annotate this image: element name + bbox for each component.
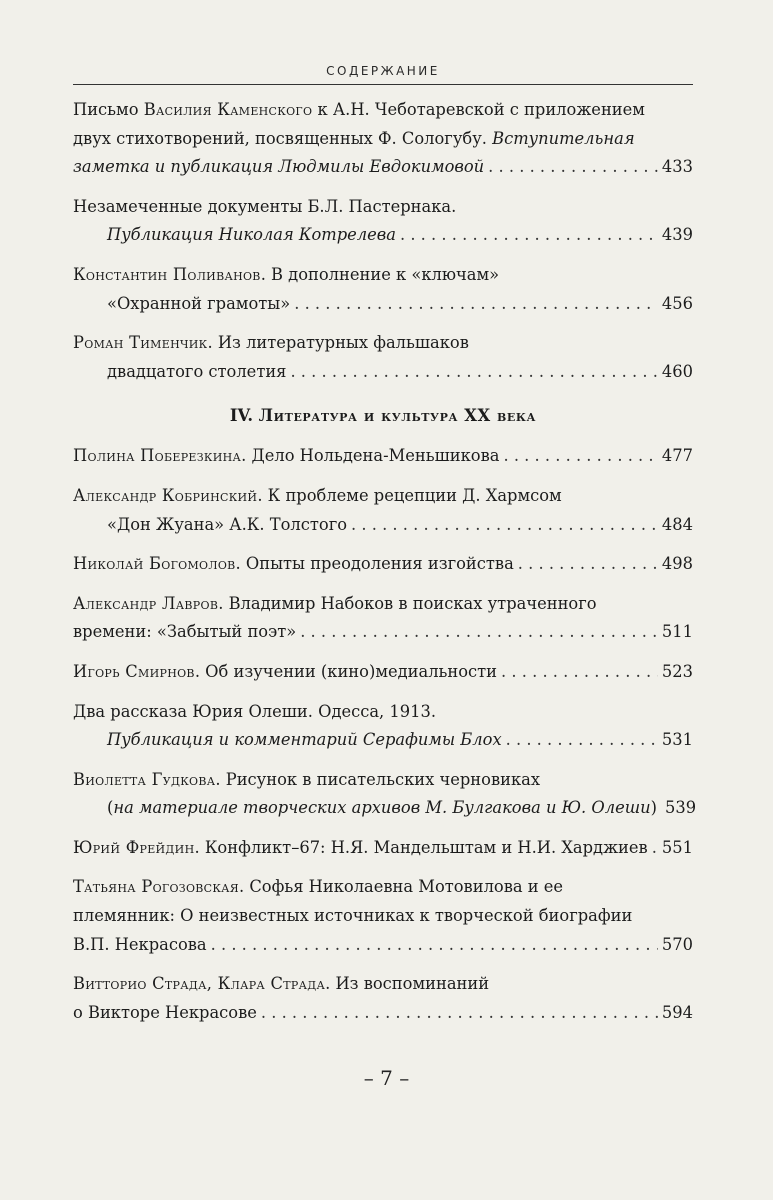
dot-leader [261, 999, 658, 1028]
toc-entry-last-line [73, 358, 693, 387]
toc-entry[interactable] [73, 193, 693, 250]
entry-text: Публикация и комментарий Серафимы Блох [107, 730, 502, 750]
entry-text: о Викторе Некрасове [73, 1002, 257, 1022]
page-ref: 523 [661, 661, 693, 681]
entry-text: Вступительная [492, 128, 635, 148]
author-name: Татьяна Рогозовская [73, 877, 239, 897]
entry-text: к А.Н. Чеботаревской с приложением [312, 100, 645, 119]
entry-text: Письмо [73, 100, 144, 119]
page-ref: 433 [661, 157, 693, 177]
toc-entry[interactable] [73, 658, 693, 687]
page-ref: 531 [661, 730, 693, 750]
author-name: Виолетта Гудкова [73, 769, 216, 789]
page-ref: 498 [661, 554, 693, 574]
entry-text: на материале творческих архивов М. Булгакова и Ю. Олеши [113, 798, 651, 818]
entry-text: . К проблеме рецепции Д. Хармсом [257, 485, 562, 505]
author-name: Александр Лавров [73, 593, 219, 613]
dot-leader [501, 658, 658, 687]
toc-group-continued [73, 96, 693, 386]
toc-entry[interactable] [73, 590, 693, 647]
author-name: Василия Каменского [143, 100, 313, 119]
page-number: – 7 – [363, 1066, 410, 1090]
entry-text: ) [650, 798, 658, 818]
entry-text: Публикация Николая Котрелева [107, 225, 396, 245]
dot-leader [488, 153, 658, 182]
header-rule [73, 84, 693, 85]
toc-entry-last-line [73, 511, 693, 540]
running-header: СОДЕРЖАНИЕ [326, 64, 440, 78]
entry-text: . Дело Нольдена-Меньшикова [241, 446, 500, 466]
toc-entry[interactable] [73, 329, 693, 386]
entry-title [107, 511, 347, 540]
entry-text: Незамеченные документы Б.Л. Пастернака. [73, 196, 457, 216]
dot-leader [290, 358, 657, 387]
author-name: Александр Кобринский [73, 485, 258, 505]
entry-text: . Рисунок в писательских черновиках [215, 769, 541, 789]
page-ref: 539 [665, 798, 697, 818]
entry-text: двадцатого столетия [107, 361, 287, 381]
entry-title [107, 221, 396, 250]
entry-text: . Из воспоминаний [325, 974, 490, 994]
page-ref: 551 [661, 837, 693, 857]
entry-text: . Из литературных фальшаков [207, 333, 469, 353]
dot-leader [503, 442, 657, 471]
toc-entry[interactable] [73, 970, 693, 1027]
author-name: Игорь Смирнов [73, 661, 195, 681]
entry-text: времени: «Забытый поэт» [73, 622, 297, 642]
entry-title [107, 794, 657, 823]
entry-title [73, 618, 296, 647]
author-name: Николай Богомолов [73, 554, 236, 574]
toc-entry[interactable] [73, 442, 693, 471]
entry-text: . Об изучении (кино)медиальности [194, 661, 498, 681]
toc-entry-last-line [73, 931, 693, 960]
toc-entry-line [73, 261, 693, 290]
dot-leader [351, 511, 658, 540]
dot-leader [518, 550, 658, 579]
entry-text: В.П. Некрасова [73, 934, 207, 954]
toc-entry-last-line [73, 153, 693, 182]
page-ref: 456 [661, 293, 693, 313]
toc-entry-last-line [73, 834, 693, 863]
toc-entry[interactable] [73, 96, 693, 182]
entry-text: . Опыты преодоления изгойства [235, 554, 514, 574]
author-name: Юрий Фрейдин [73, 837, 195, 857]
page-ref: 570 [661, 934, 693, 954]
toc-entry[interactable] [73, 766, 697, 823]
page-ref: 439 [661, 225, 693, 245]
toc-entry-last-line [73, 726, 693, 755]
section-numeral: IV. [229, 406, 253, 426]
dot-leader [400, 221, 658, 250]
entry-text: . Софья Николаевна Мотовилова и ее [239, 877, 564, 897]
entry-text: . В дополнение к «ключам» [260, 264, 500, 284]
dot-leader [300, 618, 658, 647]
dot-leader [211, 931, 658, 960]
entry-text: Два рассказа Юрия Олеши. Одесса, 1913. [73, 701, 437, 721]
entry-title [73, 550, 514, 579]
toc-entry-last-line [73, 794, 697, 823]
entry-text: двух стихотворений, посвященных Ф. Сологубу. [73, 128, 493, 148]
section-heading [73, 402, 693, 430]
dot-leader [652, 834, 658, 863]
entry-text: заметка и публикация Людмилы Евдокимовой [73, 157, 485, 177]
toc-entry[interactable] [73, 550, 693, 579]
author-name: Полина Поберезкина [73, 446, 242, 466]
page-ref: 477 [661, 446, 693, 466]
toc-entry[interactable] [73, 834, 693, 863]
toc-entry-last-line [73, 290, 693, 319]
section-title: Литература и культура XX века [258, 406, 537, 426]
table-of-contents [73, 96, 697, 1038]
dot-leader [506, 726, 658, 755]
entry-text: племянник: О неизвестных источниках к творческой биографии [73, 906, 633, 926]
entry-title [73, 153, 484, 182]
toc-entry-line [73, 902, 693, 931]
page-ref: 460 [661, 361, 693, 381]
toc-entry-line [73, 96, 693, 125]
toc-entry-line [73, 590, 693, 619]
toc-entry-last-line [73, 221, 693, 250]
toc-entry-last-line [73, 442, 693, 471]
toc-entry[interactable] [73, 873, 693, 959]
author-name: Константин Поливанов [73, 264, 261, 284]
entry-text: «Дон Жуана» А.К. Толстого [107, 514, 348, 534]
toc-entry-last-line [73, 658, 693, 687]
entry-text: ( [107, 798, 114, 818]
toc-entry[interactable] [73, 482, 693, 539]
toc-group-section-iv [73, 442, 697, 1027]
toc-entry-line [73, 766, 693, 795]
toc-entry[interactable] [73, 698, 693, 755]
entry-text: . Конфликт–67: Н.Я. Мандельштам и Н.И. Харджиев [194, 837, 648, 857]
entry-title [73, 834, 648, 863]
toc-entry[interactable] [73, 261, 693, 318]
toc-entry-line [73, 329, 693, 358]
page-ref: 511 [661, 622, 693, 642]
toc-entry-line [73, 193, 693, 222]
author-name: Витторио Страда, Клара Страда [73, 974, 326, 994]
entry-title [107, 358, 286, 387]
toc-entry-line [73, 970, 693, 999]
entry-text: «Охранной грамоты» [107, 293, 291, 313]
entry-title [107, 726, 502, 755]
page-ref: 484 [661, 514, 693, 534]
entry-title [73, 658, 497, 687]
entry-title [73, 442, 499, 471]
toc-entry-last-line [73, 999, 693, 1028]
toc-entry-line [73, 482, 693, 511]
entry-title [73, 999, 257, 1028]
entry-title [73, 931, 207, 960]
entry-text: . Владимир Набоков в поисках утраченного [218, 593, 597, 613]
entry-title [107, 290, 290, 319]
toc-entry-last-line [73, 550, 693, 579]
toc-entry-line [73, 125, 693, 154]
toc-entry-line [73, 873, 693, 902]
toc-entry-line [73, 698, 693, 727]
dot-leader [294, 290, 658, 319]
author-name: Роман Тименчик [73, 333, 208, 353]
page-ref: 594 [661, 1002, 693, 1022]
toc-entry-last-line [73, 618, 693, 647]
